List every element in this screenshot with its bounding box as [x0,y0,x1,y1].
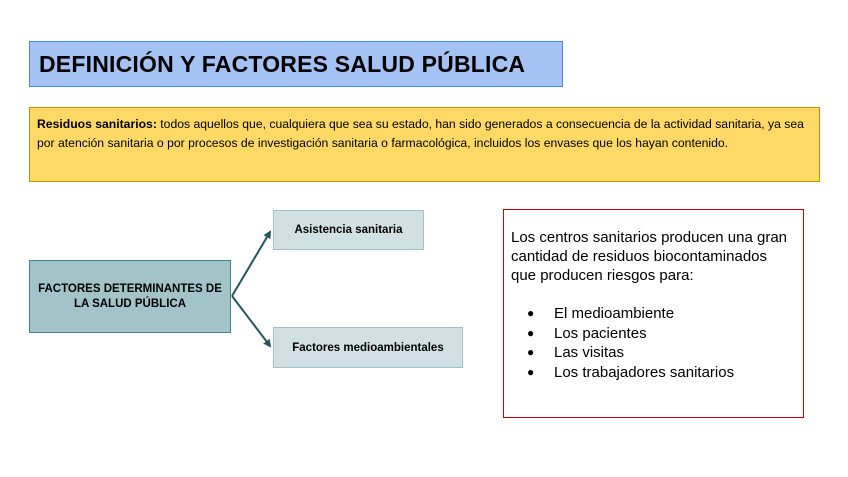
list-item: ● El medioambiente [527,305,675,322]
risks-list [511,304,795,382]
diagram-node-factores-medioambientales [273,327,463,368]
page-title: DEFINICIÓN Y FACTORES SALUD PÚBLICA [39,50,526,77]
risks-info-box [503,209,804,418]
bullet-icon: ● [527,345,535,359]
bullet-icon: ● [527,325,535,340]
diagram-root-label: FACTORES DETERMINANTES DE LA SALUD PÚBLICA [38,282,222,310]
definition-text: todos aquellos que, cualquiera que sea su estado, han sido generados a consecuencia de la actividad sanitaria, ya sea por atención sanitaria o por procesos de investigación sanitaria o farmacológica, incluidos los envases que los hayan contenido. [37,117,804,150]
definition-box [29,107,820,182]
bullet-icon: ● [527,306,535,320]
title-banner [29,41,563,87]
arrow-to-medioambientales [232,296,270,346]
diagram-root-node [29,260,231,333]
list-item: ● Las visitas [527,344,625,361]
arrow-to-asistencia [232,232,270,296]
bullet-icon: ● [527,364,535,379]
list-item: ● Los trabajadores sanitarios [527,363,735,381]
diagram-node-label: Asistencia sanitaria [294,224,403,236]
list-item: ● Los pacientes [527,324,647,342]
definition-term: Residuos sanitarios: [37,117,157,131]
risks-intro-text: Los centros sanitarios producen una gran cantidad de residuos biocontaminados que producen riesgos para: [511,229,788,284]
diagram-node-asistencia-sanitaria [273,210,424,250]
diagram-node-label: Factores medioambientales [292,341,444,354]
